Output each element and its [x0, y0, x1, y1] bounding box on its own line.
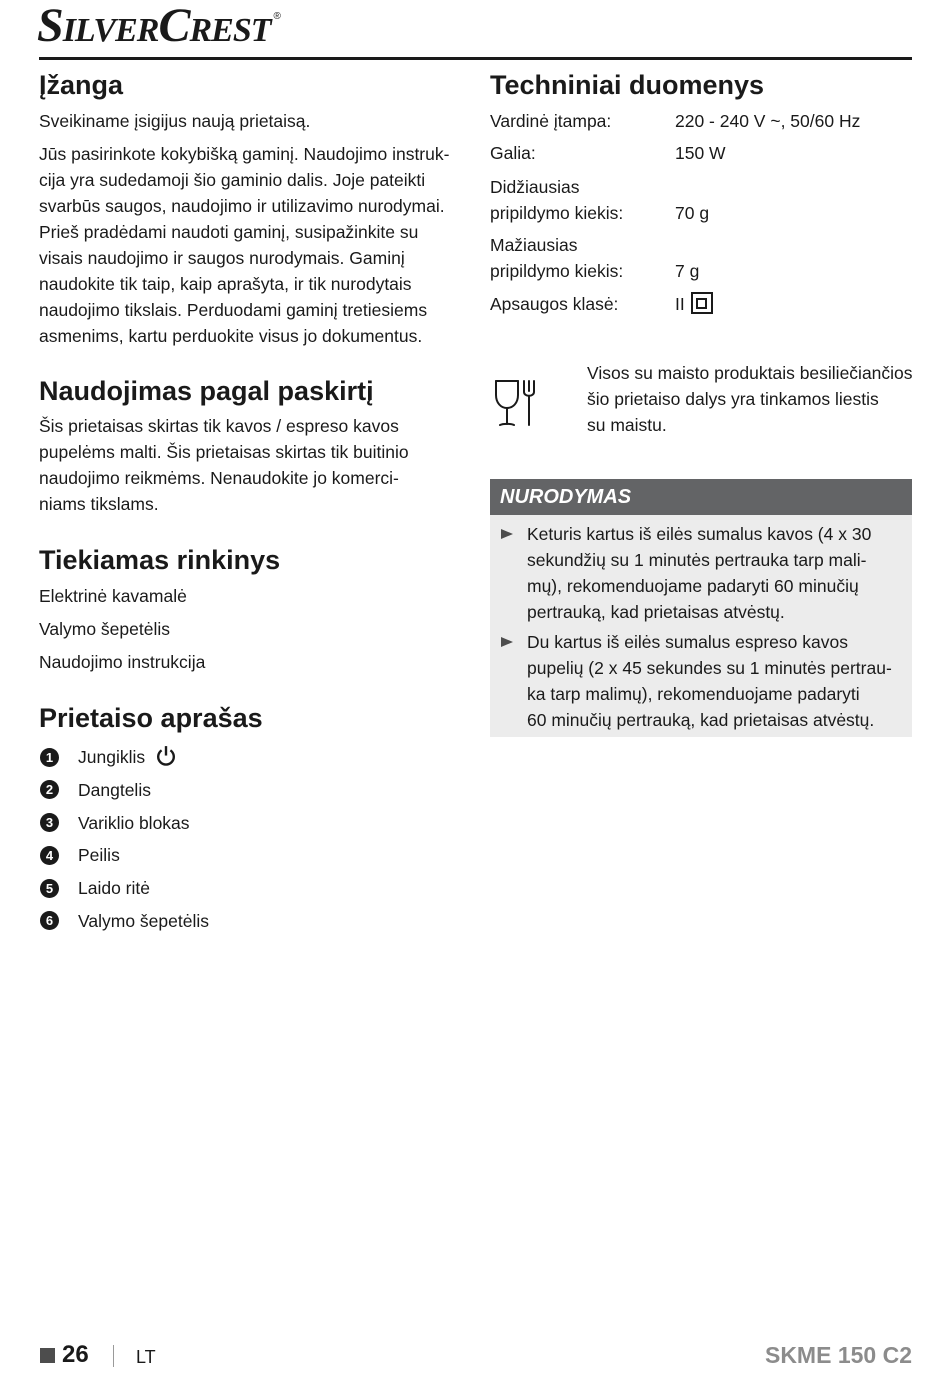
component-item — [39, 875, 459, 901]
spec-label: Apsaugos klasė: — [490, 294, 619, 314]
protection-class-ii-icon — [691, 292, 713, 314]
component-number-badge: 2 — [40, 780, 59, 799]
component-item — [39, 842, 459, 868]
paragraph-line: Keturis kartus iš eilės sumalus kavos (4 x 30 — [527, 524, 872, 544]
paragraph-line: su maistu. — [587, 415, 667, 435]
component-list — [39, 744, 459, 941]
intro-heading: Įžanga — [39, 70, 124, 100]
triangle-right-icon — [501, 637, 513, 647]
component-label: Valymo šepetėlis — [78, 910, 209, 931]
paragraph-line: Du kartus iš eilės sumalus espreso kavos — [527, 632, 848, 652]
description-heading: Prietaiso aprašas — [39, 703, 263, 733]
brand-logo-text: SilverCrest — [37, 0, 271, 52]
table-row — [490, 232, 912, 284]
technical-data-table — [490, 108, 912, 320]
component-number-badge: 6 — [40, 911, 59, 930]
paragraph-line: Jūs pasirinkote kokybišką gaminį. Naudojimo instruk- — [39, 144, 450, 164]
component-label: Jungiklis — [78, 747, 146, 767]
component-item — [39, 908, 459, 934]
spec-value: 220 - 240 V ~, 50/60 Hz — [675, 111, 861, 131]
component-number-badge: 1 — [40, 748, 59, 767]
component-number-badge: 3 — [40, 813, 59, 832]
paragraph-line: naudojimo reikmėms. Nenaudokite jo komerci- — [39, 468, 399, 488]
intro-greeting-block — [39, 108, 310, 134]
spec-label: Didžiausias — [490, 177, 580, 197]
power-icon — [155, 745, 177, 767]
list-item: Valymo šepetėlis — [39, 619, 170, 639]
spec-value: 7 g — [675, 261, 700, 281]
component-label: Variklio blokas — [78, 812, 190, 833]
protection-class-inner-square — [696, 298, 707, 309]
header-rule — [39, 57, 912, 60]
spec-label: Mažiausias — [490, 235, 578, 255]
list-item: Naudojimo instrukcija — [39, 652, 206, 672]
registered-trademark-mark: ® — [273, 11, 281, 22]
table-row — [490, 174, 912, 226]
note-bullet-text — [527, 521, 871, 625]
note-box — [490, 479, 912, 737]
spec-value: 150 W — [675, 143, 726, 163]
paragraph-line: svarbūs saugos, naudojimo ir utilizavimo nurodymai. — [39, 196, 445, 216]
paragraph-line: naudokite tik taip, kaip aprašyta, ir tik nurodytais — [39, 274, 412, 294]
paragraph-line: mų), rekomenduojame padaryti 60 minučių — [527, 576, 859, 596]
paragraph-line: pertrauką, kad prietaisas atvėstų. — [527, 602, 785, 622]
component-label: Dangtelis — [78, 779, 151, 800]
paragraph-line: visais naudojimo ir saugos nurodymais. Gaminį — [39, 248, 405, 268]
paragraph-line: ka tarp malimų), rekomenduojame padaryti — [527, 684, 860, 704]
model-number: SKME 150 C2 — [764, 1342, 912, 1368]
component-item — [39, 744, 459, 770]
brand-logo — [37, 2, 281, 50]
intro-paragraph — [39, 141, 449, 349]
component-item — [39, 810, 459, 836]
paragraph-line: 60 minučių pertrauką, kad prietaisas atvėstų. — [527, 710, 875, 730]
paragraph-line: Prieš pradėdami naudoti gaminį, susipažinkite su — [39, 222, 419, 242]
scope-of-delivery-list — [39, 583, 205, 682]
page-number: 26 — [62, 1341, 89, 1368]
component-label: Laido ritė — [78, 878, 150, 899]
intended-use-heading: Naudojimas pagal paskirtį — [39, 376, 374, 406]
glass-and-fork-icon — [493, 377, 541, 429]
table-row — [490, 291, 912, 317]
list-item: Elektrinė kavamalė — [39, 586, 187, 606]
spec-value-container — [675, 291, 713, 317]
note-title: NURODYMAS — [500, 486, 632, 508]
paragraph-line: šio prietaiso dalys yra tinkamos liestis — [587, 389, 879, 409]
technical-data-heading: Techniniai duomenys — [490, 70, 765, 100]
spec-label: pripildymo kiekis: — [490, 261, 624, 281]
spec-label: pripildymo kiekis: — [490, 203, 624, 223]
paragraph-line: sekundžių su 1 minutės pertrauka tarp mali- — [527, 550, 867, 570]
note-bullet-text — [527, 629, 892, 733]
paragraph-line: pupelėms malti. Šis prietaisas skirtas tik buitinio — [39, 442, 409, 462]
paragraph-line: asmenims, kartu perduokite visus jo dokumentus. — [39, 326, 423, 346]
component-number-badge: 5 — [40, 879, 59, 898]
component-item — [39, 777, 459, 803]
spec-value: 70 g — [675, 203, 710, 223]
component-label: Peilis — [78, 845, 120, 866]
intro-greeting: Sveikiname įsigijus naują prietaisą. — [39, 111, 311, 131]
footer-divider — [113, 1345, 114, 1367]
triangle-right-icon — [501, 529, 513, 539]
language-code: LT — [136, 1347, 156, 1367]
paragraph-line: niams tikslams. — [39, 494, 159, 514]
food-safe-text — [587, 360, 913, 438]
table-row — [490, 140, 912, 166]
paragraph-line: Šis prietaisas skirtas tik kavos / espreso kavos — [39, 416, 399, 436]
paragraph-line: pupelių (2 x 45 sekundes su 1 minutės pertrau- — [527, 658, 892, 678]
spec-label: Vardinė įtampa: — [490, 111, 612, 131]
component-number-badge: 4 — [40, 846, 59, 865]
paragraph-line: naudojimo tikslais. Perduodami gaminį tretiesiems — [39, 300, 428, 320]
spec-value: II — [675, 294, 685, 314]
paragraph-line: cija yra sudedamoji šio gaminio dalis. Joje pateikti — [39, 170, 426, 190]
scope-of-delivery-heading: Tiekiamas rinkinys — [39, 545, 281, 575]
table-row — [490, 108, 912, 134]
paragraph-line: Visos su maisto produktais besiliečiančios — [587, 363, 913, 383]
note-header — [490, 479, 912, 515]
intended-use-paragraph — [39, 413, 409, 517]
spec-label: Galia: — [490, 143, 536, 163]
footer-square-marker — [40, 1348, 55, 1363]
